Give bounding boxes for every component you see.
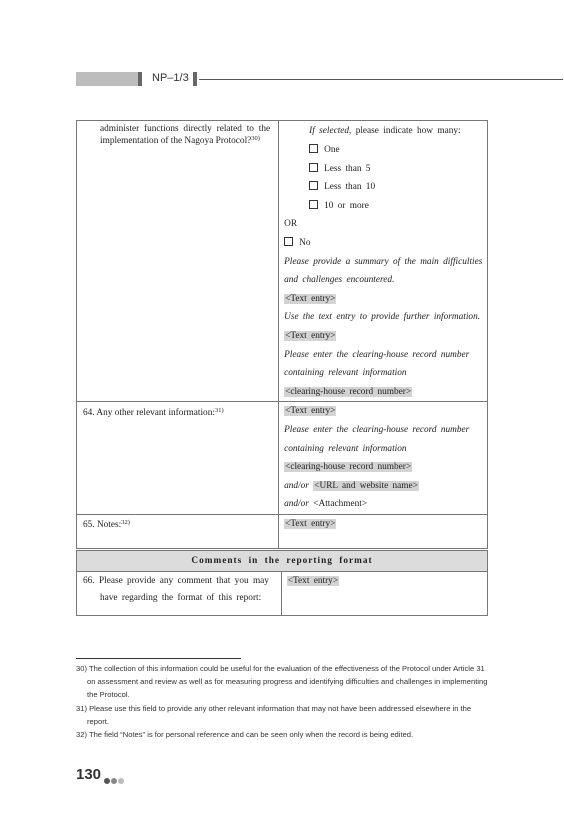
checkbox-icon[interactable] [309,181,318,190]
option-less-than-5[interactable] [279,160,487,179]
footnote-31: 31) Please use this field to provide any other relevant information that may not have been addressed elsewhere in the report. [76,703,472,726]
andor-label: and/or [284,480,309,491]
question-text: 64. Any other relevant information: [83,408,215,419]
reporting-form-table [76,120,488,549]
header-bar [76,72,138,86]
page-dots [104,771,125,789]
attachment-field[interactable] [279,495,487,514]
question-cell [77,572,282,616]
option-no[interactable] [279,234,487,253]
option-label: One [324,145,340,155]
clearing-house-instruction: Please enter the clearing-house record number [284,424,470,435]
answer-cell [281,572,487,616]
document-code: NP–1/3 [152,72,189,84]
text-entry-placeholder[interactable]: <Text entry> [285,518,336,529]
option-label: Less than 10 [324,182,376,193]
question-66: 66. Please provide any comment that you may [83,576,269,586]
page-number: 130 [76,766,102,783]
question-65 [77,515,278,531]
clearing-house-field[interactable] [279,383,487,402]
further-info-instruction: Use the text entry to provide further information. [284,312,481,323]
footnote-ref: 30) [251,135,260,143]
clearing-house-placeholder[interactable]: <clearing-house record number> [285,462,412,473]
question-text: administer functions directly related to the implementation of the Nagoya Protocol? [100,124,271,147]
answer-cell [279,121,488,402]
checkbox-icon[interactable] [309,144,318,153]
footnote-ref: 31) [214,407,224,415]
footnotes [76,662,488,741]
clearing-house-instruction: containing relevant information [284,443,407,454]
checkbox-icon[interactable] [309,200,318,209]
clearing-house-instruction: Please enter the clearing-house record number [284,349,470,360]
clearing-house-placeholder[interactable]: <clearing-house record number> [285,386,412,397]
text-entry-field[interactable] [279,515,487,534]
table-row [77,402,488,515]
text-entry-placeholder[interactable]: <Text entry> [285,293,336,304]
footnote-30: 30) The collection of this information could be useful for the evaluation of the effectiveness of the Protocol under Article 31 on assessment and review as well as for measuring progress and identifying difficulties and challenges in implementing the Protocol. [76,664,488,700]
clearing-house-instruction: containing relevant information [284,368,407,379]
dot-icon [104,778,110,784]
text-entry-placeholder[interactable]: <Text entry> [285,330,336,341]
question-text: 65. Notes: [83,519,122,530]
checkbox-icon[interactable] [309,163,318,172]
attachment-placeholder[interactable]: <Attachment> [313,499,368,510]
footnote-32: 32) The field “Notes” is for personal reference and can be seen only when the record is being edited. [76,730,414,740]
option-10-or-more[interactable] [279,197,487,216]
table-row [77,121,488,402]
text-entry-placeholder[interactable]: <Text entry> [287,576,339,586]
andor-label: and/or [284,499,309,510]
option-label: No [299,237,311,248]
or-label: OR [284,219,298,230]
question-64 [77,402,278,419]
table-header-row [77,551,488,572]
header-rule [199,79,563,80]
comments-table [76,550,488,616]
footnote-ref: 32) [121,518,130,526]
table-row [77,514,488,548]
question-cell [77,402,279,515]
text-entry-field[interactable] [279,327,487,346]
question-63-continued [77,121,278,147]
if-selected-label: If selected, [309,126,352,136]
footnote-separator [76,658,241,659]
dot-icon [118,778,124,784]
text-entry-placeholder[interactable]: <Text entry> [285,406,336,417]
url-field[interactable] [279,477,487,496]
text-entry-field[interactable] [279,290,487,309]
question-cell [77,514,279,548]
table-row [77,572,488,616]
text-entry-field[interactable] [282,572,487,591]
option-label: 10 or more [324,200,369,211]
summary-instruction: Please provide a summary of the main difficulties [284,256,483,267]
header-marker [138,72,142,86]
url-placeholder[interactable]: <URL and website name> [314,480,418,491]
option-one[interactable] [279,141,487,160]
dot-icon [111,778,117,784]
question-cell [77,121,279,402]
header-marker [193,72,197,86]
checkbox-icon[interactable] [284,237,293,246]
summary-instruction: and challenges encountered. [284,275,395,286]
option-label: Less than 5 [324,163,371,174]
comments-heading: Comments in the reporting format [77,551,488,572]
answer-cell [279,514,488,548]
question-66-continued: have regarding the format of this report: [100,592,262,603]
text-entry-field[interactable] [279,402,487,421]
indicate-text: please indicate how many: [351,126,461,136]
indicate-line [279,121,487,141]
option-less-than-10[interactable] [279,178,487,197]
answer-cell [279,402,488,515]
clearing-house-field[interactable] [279,458,487,477]
